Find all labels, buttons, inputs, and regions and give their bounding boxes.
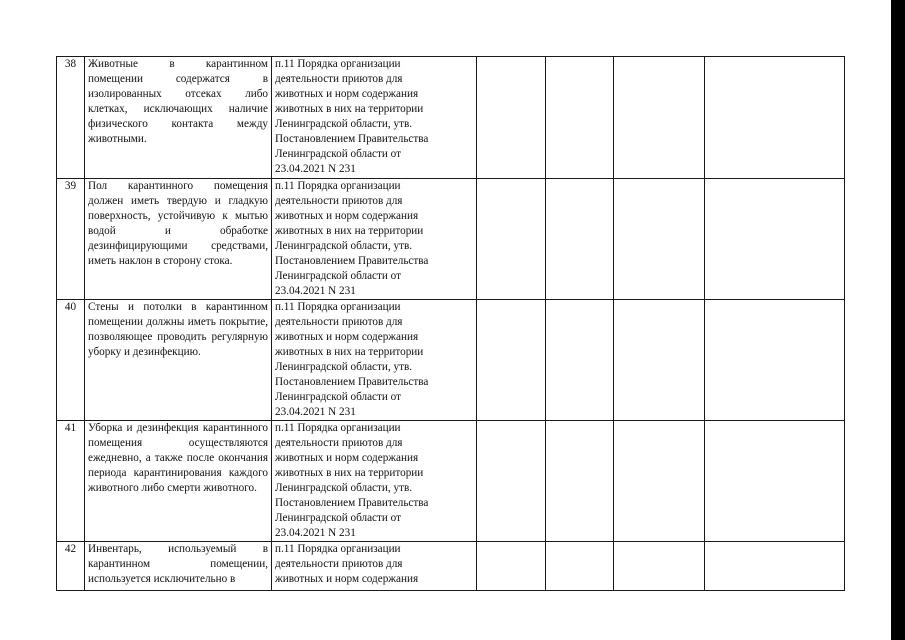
answer-no-cell	[546, 179, 614, 300]
scan-edge-bar	[891, 0, 905, 640]
answer-no-cell	[546, 421, 614, 542]
row-number: 40	[57, 300, 85, 421]
answer-na-cell	[614, 179, 705, 300]
table-row	[57, 179, 845, 300]
legal-source: п.11 Порядка организации деятельности приютов для животных и норм содержания животных в них на территории Ленинградской области, утв. Постановлением Правительства Ленинградской области от 23.04.2021 N 231	[272, 300, 477, 421]
answer-no-cell	[546, 542, 614, 591]
row-number: 42	[57, 542, 85, 591]
table-row	[57, 300, 845, 421]
answer-yes-cell	[477, 300, 546, 421]
answer-yes-cell	[477, 542, 546, 591]
answer-yes-cell	[477, 179, 546, 300]
table-row	[57, 421, 845, 542]
legal-source: п.11 Порядка организации деятельности приютов для животных и норм содержания животных в них на территории Ленинградской области, утв. Постановлением Правительства Ленинградской области от 23.04.2021 N 231	[272, 57, 477, 179]
requirement-text: Пол карантинного помещения должен иметь твердую и гладкую поверхность, устойчивую к мытью водой и обработке дезинфицирующими средствами, иметь наклон в сторону стока.	[85, 179, 272, 300]
answer-no-cell	[546, 57, 614, 179]
table-row	[57, 542, 845, 591]
row-number: 39	[57, 179, 85, 300]
requirement-text: Уборка и дезинфекция карантинного помещения осуществляются ежедневно, а также после окончания периода карантинирования каждого животного либо смерти животного.	[85, 421, 272, 542]
row-number: 41	[57, 421, 85, 542]
answer-no-cell	[546, 300, 614, 421]
requirement-text: Животные в карантинном помещении содержатся в изолированных отсеках либо клетках, исключающих наличие физического контакта между животными.	[85, 57, 272, 179]
requirement-text: Стены и потолки в карантинном помещении должны иметь покрытие, позволяющее проводить регулярную уборку и дезинфекцию.	[85, 300, 272, 421]
note-cell	[705, 542, 845, 591]
answer-na-cell	[614, 57, 705, 179]
legal-source: п.11 Порядка организации деятельности приютов для животных и норм содержания животных в них на территории Ленинградской области, утв. Постановлением Правительства Ленинградской области от 23.04.2021 N 231	[272, 179, 477, 300]
answer-na-cell	[614, 300, 705, 421]
note-cell	[705, 421, 845, 542]
note-cell	[705, 300, 845, 421]
answer-na-cell	[614, 421, 705, 542]
checklist-table	[56, 56, 845, 591]
answer-na-cell	[614, 542, 705, 591]
legal-source: п.11 Порядка организации деятельности приютов для животных и норм содержания	[272, 542, 477, 591]
requirement-text: Инвентарь, используемый в карантинном помещении, используется исключительно в	[85, 542, 272, 591]
note-cell	[705, 179, 845, 300]
answer-yes-cell	[477, 57, 546, 179]
table-row	[57, 57, 845, 179]
legal-source: п.11 Порядка организации деятельности приютов для животных и норм содержания животных в них на территории Ленинградской области, утв. Постановлением Правительства Ленинградской области от 23.04.2021 N 231	[272, 421, 477, 542]
answer-yes-cell	[477, 421, 546, 542]
note-cell	[705, 57, 845, 179]
row-number: 38	[57, 57, 85, 179]
